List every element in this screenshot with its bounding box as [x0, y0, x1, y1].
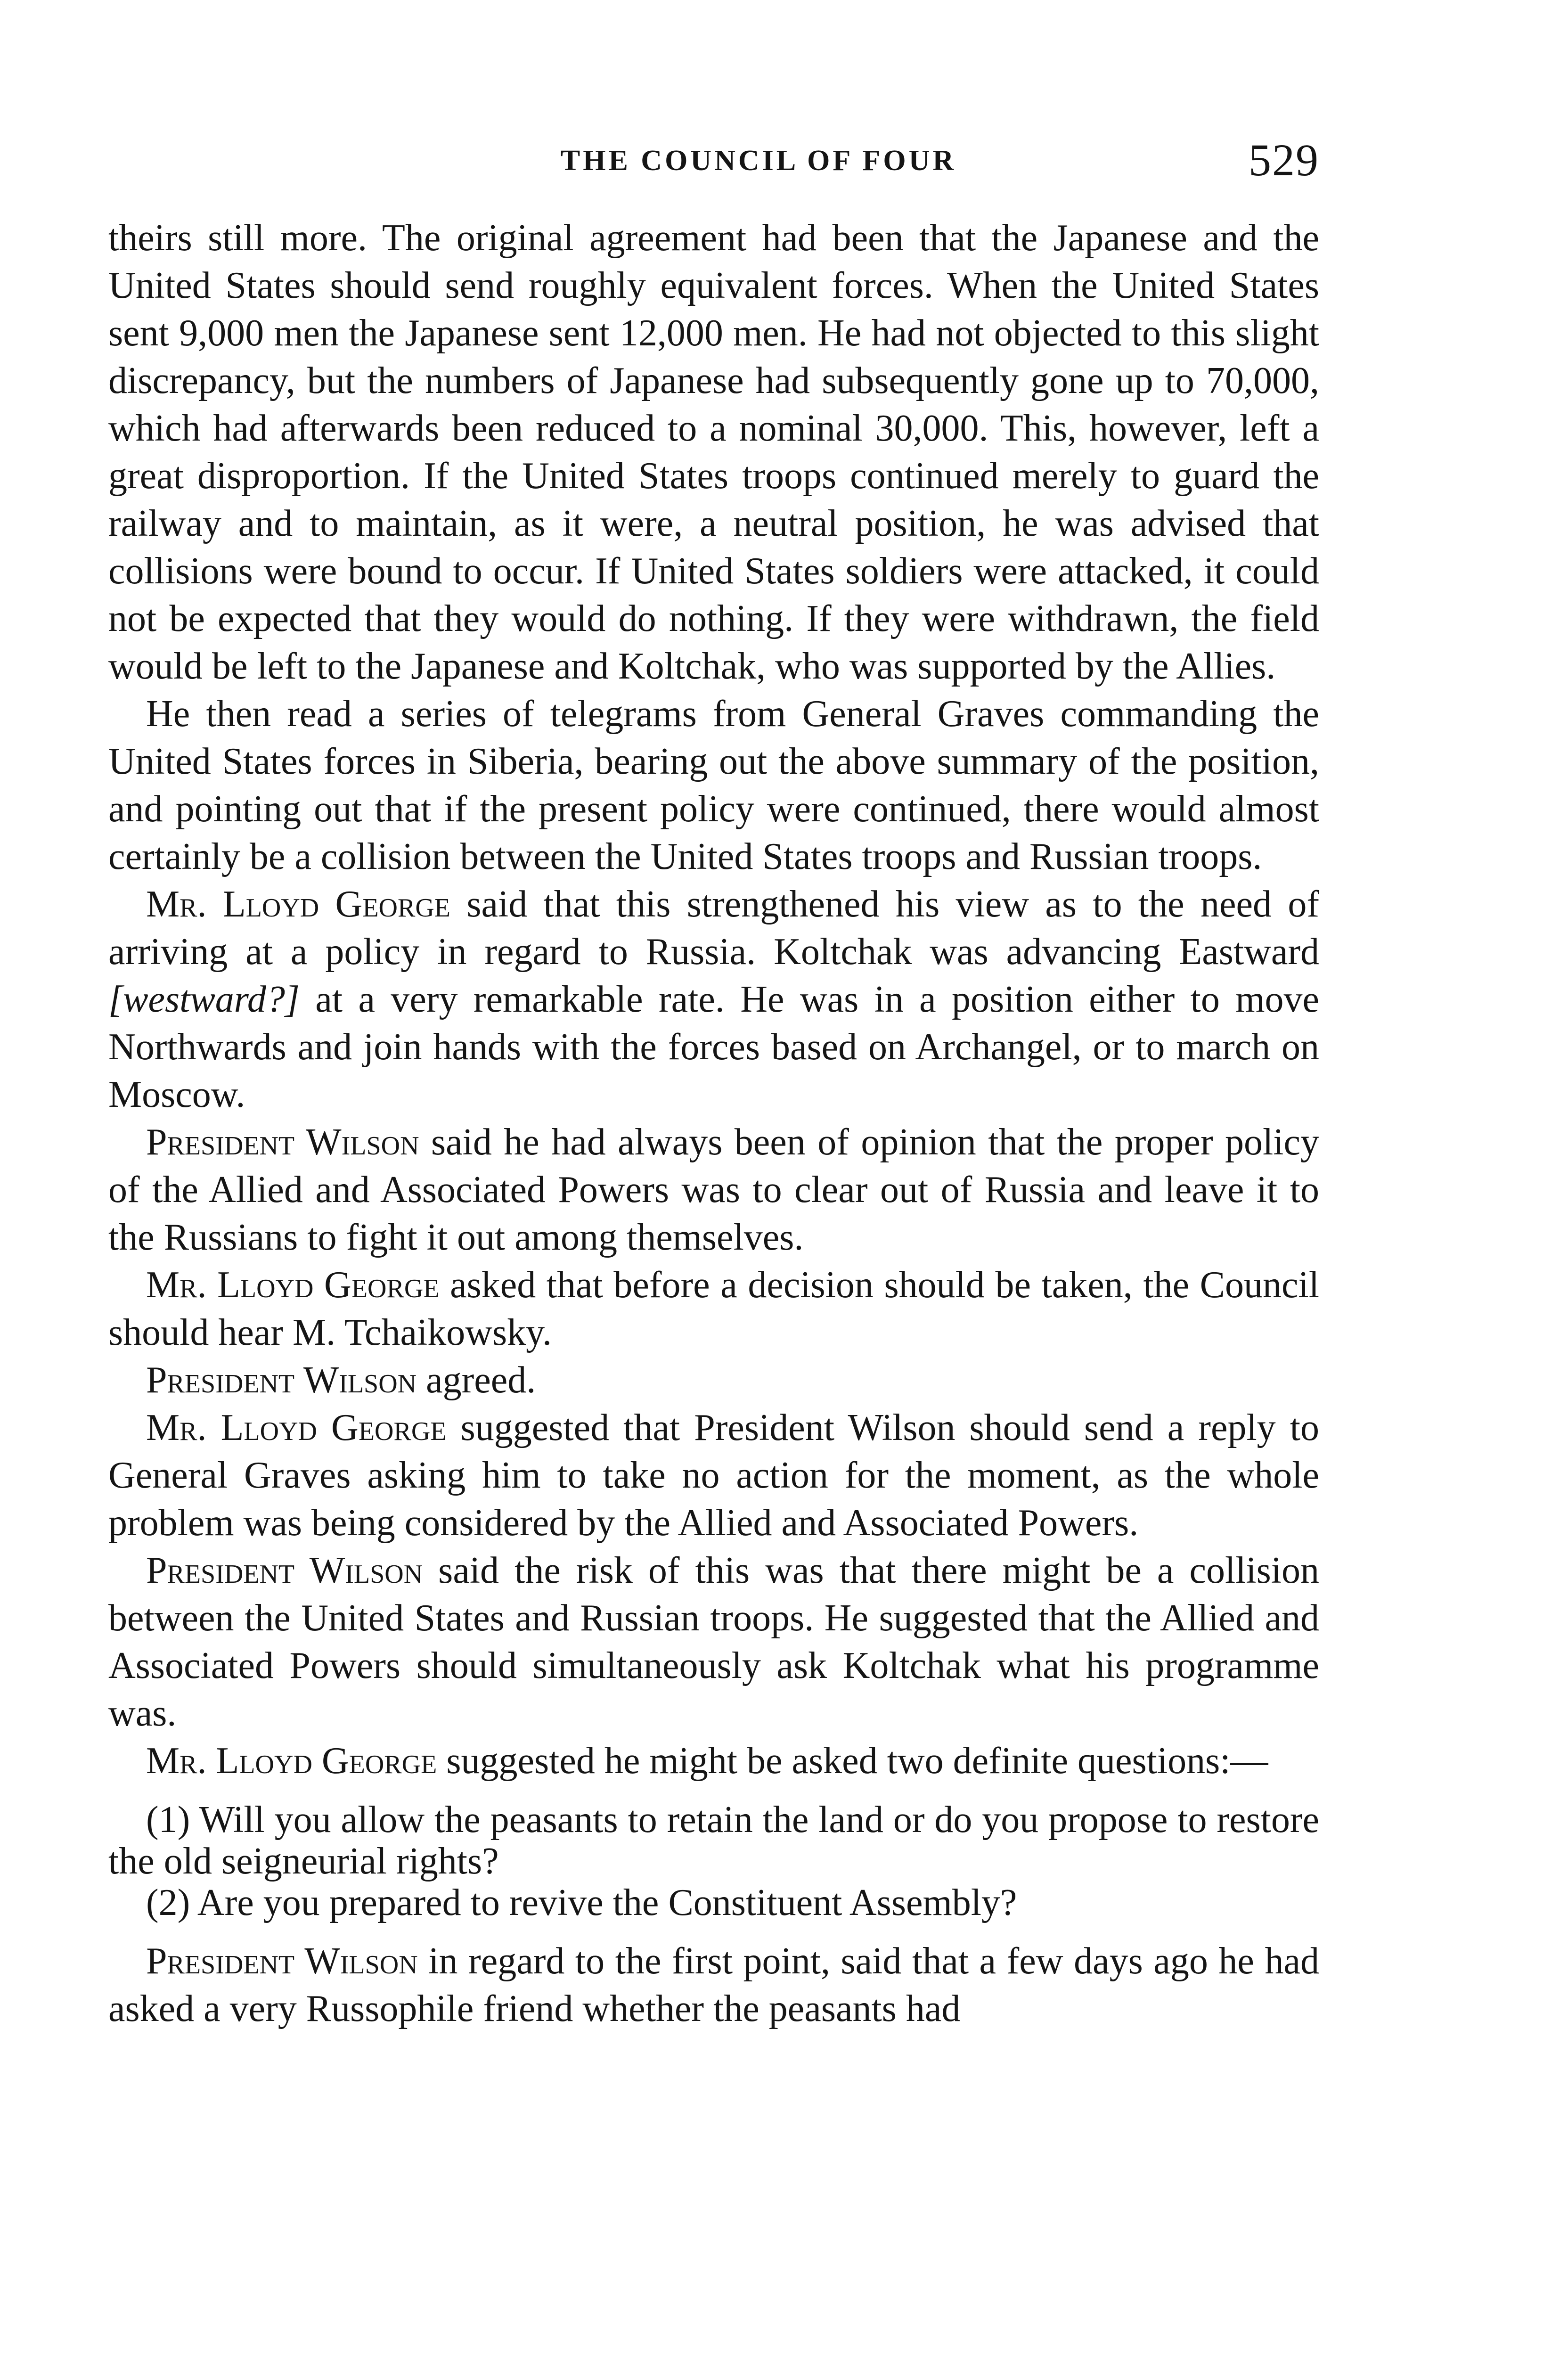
paragraph-graves-telegrams: He then read a series of telegrams from General Graves commanding the United States forces in Siberia, bearing out the above summary of the position, and pointing out that if the present policy were continued, there would almost certainly be a collision between the United States troops and Russian troops. [108, 693, 1319, 877]
paragraph-lloyd-george-tchaikowsky [108, 1261, 1319, 1357]
paragraph-wilson-agreed [108, 1357, 1319, 1404]
question-item-1: (1) Will you allow the peasants to retain the land or do you propose to restore the old seigneurial rights? [108, 1799, 1319, 1882]
running-header [108, 135, 1319, 193]
question-list [108, 1799, 1319, 1923]
speaker-name: Mr. Lloyd George [146, 1407, 447, 1448]
paragraph-wilson-opinion [108, 1119, 1319, 1261]
paragraph-text: said he had always been of opinion that the proper policy of the Allied and Associated Powers was to clear out of Russia and leave it to the Russians to fight it out among themselves. [108, 1121, 1319, 1258]
page-number: 529 [1249, 135, 1319, 185]
paragraph-lloyd-george-questions [108, 1737, 1319, 1785]
speaker-name: President Wilson [146, 1550, 423, 1591]
paragraph-text: suggested he might be asked two definite questions:— [437, 1740, 1268, 1782]
paragraph-lloyd-george-policy [108, 881, 1319, 1119]
paragraph-text: at a very remarkable rate. He was in a position either to move Northwards and join hands with the forces based on Archangel, or to march on Moscow. [108, 979, 1319, 1115]
paragraph-text: said that this strengthened his view as to the need of arriving at a policy in regard to Russia. Koltchak was advancing Eastward [108, 884, 1319, 973]
running-title: THE COUNCIL OF FOUR [560, 145, 957, 177]
paragraph-text: said the risk of this was that there might be a collision between the United States and Russian troops. He suggested that the Allied and Associated Powers should simultaneously ask Koltchak what his programme was. [108, 1550, 1320, 1734]
speaker-name: Mr. Lloyd George [146, 884, 450, 925]
paragraph-continued: theirs still more. The original agreement had been that the Japanese and the United States should send roughly equivalent forces. When the United States sent 9,000 men the Japanese sent 12,000 men. He had not objected to this slight discrepancy, but the numbers of Japanese had subsequently gone up to 70,000, which had afterwards been reduced to a nominal 30,000. This, however, left a great disproportion. If the United States troops continued merely to guard the railway and to maintain, as it were, a neutral position, he was advised that collisions were bound to occur. If United States soldiers were attacked, it could not be expected that they would do nothing. If they were withdrawn, the field would be left to the Japanese and Koltchak, who was supported by the Allies. [108, 217, 1319, 687]
paragraph-text: in regard to the first point, said that a few days ago he had asked a very Russophile friend whether the peasants had [108, 1940, 1319, 2029]
paragraph-text: asked that before a decision should be taken, the Council should hear M. Tchaikowsky. [108, 1264, 1319, 1353]
paragraph-wilson-risk [108, 1547, 1319, 1737]
speaker-name: Mr. Lloyd George [146, 1264, 440, 1306]
paragraph-text: agreed. [416, 1359, 536, 1401]
speaker-name: President Wilson [146, 1940, 418, 1982]
body-text [108, 214, 1319, 2033]
speaker-name: Mr. Lloyd George [146, 1740, 437, 1782]
question-item-2: (2) Are you prepared to revive the Constituent Assembly? [146, 1882, 1017, 1923]
editorial-bracket: [westward?] [108, 979, 300, 1020]
speaker-name: President Wilson [146, 1121, 419, 1163]
paragraph-wilson-first-point [108, 1938, 1319, 2033]
paragraph-lloyd-george-reply [108, 1404, 1319, 1547]
paragraph-text: suggested that President Wilson should send a reply to General Graves asking him to take no action for the moment, as the whole problem was being considered by the Allied and Associated Powers. [108, 1407, 1319, 1544]
speaker-name: President Wilson [146, 1359, 417, 1401]
